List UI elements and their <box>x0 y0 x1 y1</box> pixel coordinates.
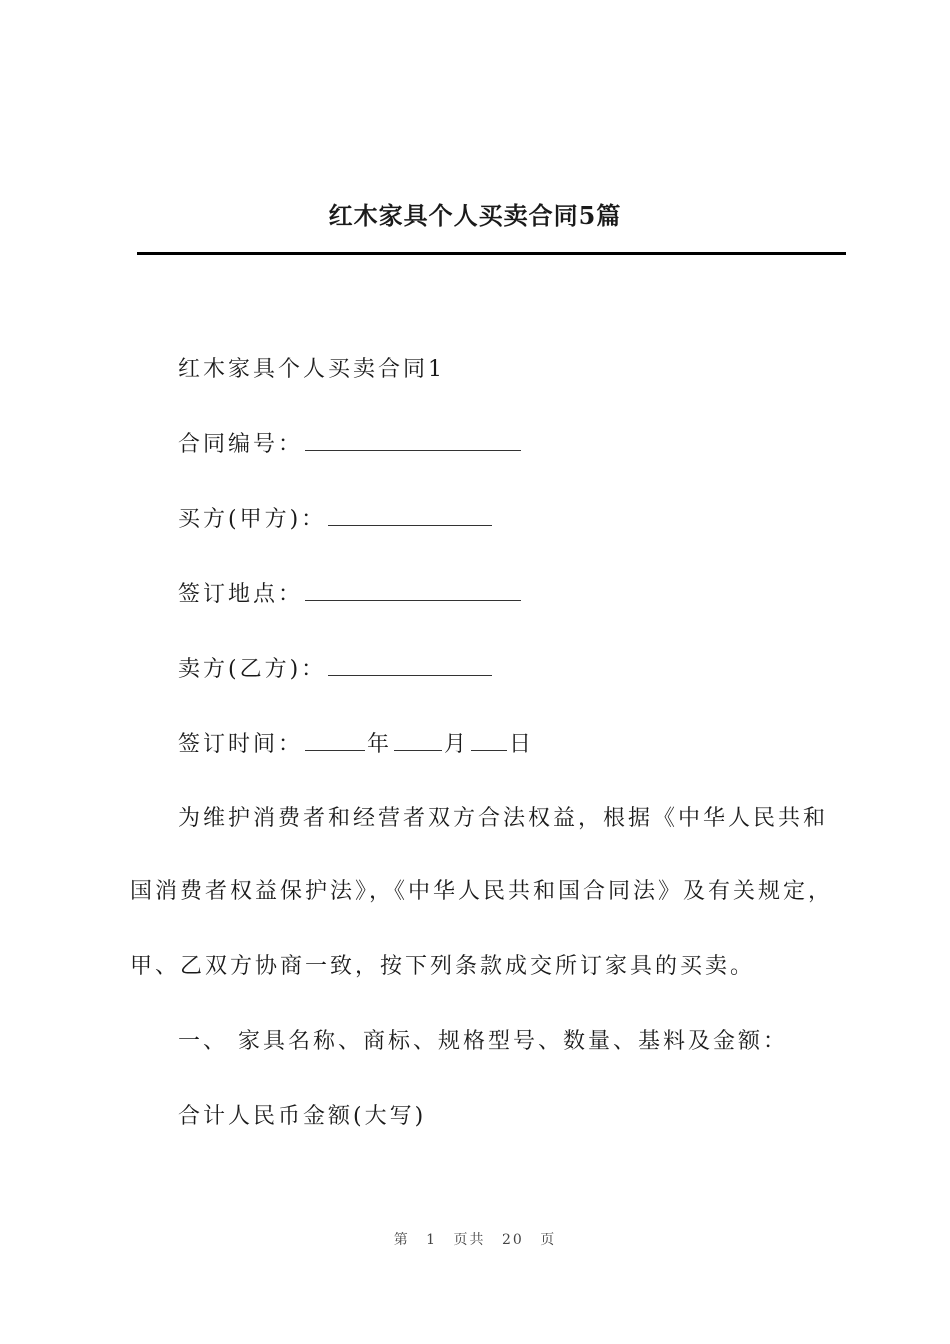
signing-place-row <box>130 580 898 610</box>
contract-number-row <box>130 430 898 460</box>
total-amount-line: 合计人民币金额(大写) <box>178 1104 427 1129</box>
clause-1: 一、 家具名称、商标、规格型号、数量、基料及金额： <box>178 1029 788 1054</box>
contract-number-blank <box>305 430 521 451</box>
contract-number-label: 合同编号： <box>178 432 304 457</box>
month-label: 月 <box>444 732 470 757</box>
section-heading: 红木家具个人买卖合同1 <box>178 357 445 382</box>
year-label: 年 <box>367 732 393 757</box>
day-blank <box>471 730 507 751</box>
seller-blank <box>328 655 492 676</box>
seller-row <box>130 655 898 685</box>
title-underline <box>137 252 846 255</box>
buyer-blank <box>328 505 492 526</box>
buyer-row <box>130 505 898 535</box>
month-blank <box>394 730 442 751</box>
buyer-label: 买方(甲方)： <box>178 507 327 532</box>
paragraph-line-3: 甲、乙双方协商一致，按下列条款成交所订家具的买卖。 <box>130 954 756 979</box>
day-label: 日 <box>509 732 535 757</box>
paragraph-line-1: 为维护消费者和经营者双方合法权益，根据《中华人民共和 <box>178 806 829 831</box>
seller-label: 卖方(乙方)： <box>178 657 327 682</box>
page-footer: 第 1 页共 20 页 <box>393 1232 557 1248</box>
year-blank <box>305 730 365 751</box>
signing-time-row <box>130 730 898 760</box>
signing-place-label: 签订地点： <box>178 582 304 607</box>
document-title: 红木家具个人买卖合同5篇 <box>328 201 622 230</box>
paragraph-line-2: 国消费者权益保护法》，《中华人民共和国合同法》及有关规定， <box>130 879 834 904</box>
signing-place-blank <box>305 580 521 601</box>
signing-time-label: 签订时间： <box>178 732 304 757</box>
